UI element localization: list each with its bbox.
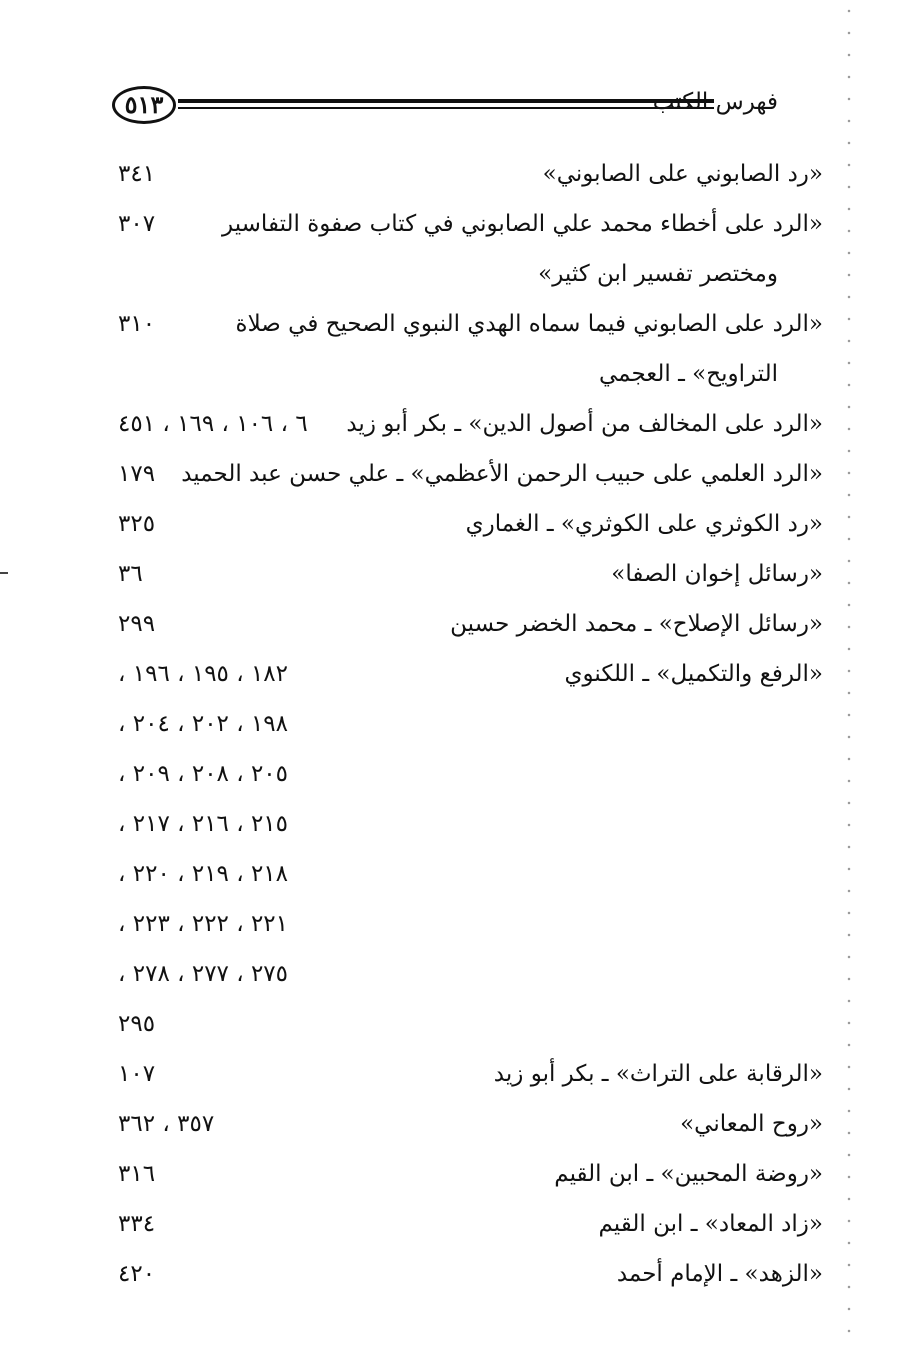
index-row — [0, 1052, 923, 1096]
entry-title: «رد الصابوني على الصابوني» — [542, 161, 823, 187]
entry-pages: ٢٧٥ ، ٢٧٧ ، ٢٧٨ ، — [118, 961, 289, 987]
entry-title: «الرفع والتكميل» ـ اللكنوي — [564, 661, 823, 687]
entry-title: «الرد على الصابوني فيما سماه الهدي النبوي الصحيح في صلاة — [235, 311, 823, 337]
entry-title: «الرد العلمي على حبيب الرحمن الأعظمي» ـ علي حسن عبد الحميد — [181, 461, 823, 487]
index-row — [0, 602, 923, 646]
entry-title: «رد الكوثري على الكوثري» ـ الغماري — [465, 511, 823, 537]
entry-pages: ١٨٢ ، ١٩٥ ، ١٩٦ ، — [118, 661, 289, 687]
entry-title: «روح المعاني» — [680, 1111, 823, 1137]
entry-title-continuation: التراويح» ـ العجمي — [598, 361, 778, 387]
index-row — [0, 1252, 923, 1296]
entry-pages: ٦ ، ١٠٦ ، ١٦٩ ، ٤٥١ — [118, 411, 308, 437]
index-row — [0, 552, 923, 596]
index-row — [0, 302, 923, 346]
index-row — [0, 1002, 923, 1046]
page-number: ٥١٣ — [124, 90, 164, 119]
entry-pages: ٣١٠ — [118, 311, 156, 337]
index-row — [0, 702, 923, 746]
entry-title: «رسائل الإصلاح» ـ محمد الخضر حسين — [450, 611, 823, 637]
index-row — [0, 152, 923, 196]
entry-pages: ٣٥٧ ، ٣٦٢ — [118, 1111, 215, 1137]
index-row — [0, 1102, 923, 1146]
index-row — [0, 352, 923, 396]
index-row — [0, 902, 923, 946]
index-row — [0, 752, 923, 796]
entry-pages: ٢١٨ ، ٢١٩ ، ٢٢٠ ، — [118, 861, 289, 887]
entry-title: «الرد على أخطاء محمد علي الصابوني في كتاب صفوة التفاسير — [222, 211, 823, 237]
index-row — [0, 202, 923, 246]
entry-title: «روضة المحبين» ـ ابن القيم — [554, 1161, 823, 1187]
entry-pages: ١٩٨ ، ٢٠٢ ، ٢٠٤ ، — [118, 711, 289, 737]
entry-pages: ٣٢٥ — [118, 511, 156, 537]
entry-pages: ٢٩٥ — [118, 1011, 156, 1037]
index-row — [0, 1202, 923, 1246]
entry-title: «رسائل إخوان الصفا» — [611, 561, 823, 587]
entry-pages: ١٠٧ — [118, 1061, 156, 1087]
entry-pages: ١٧٩ — [118, 461, 156, 487]
entry-pages: ٢٢١ ، ٢٢٢ ، ٢٢٣ ، — [118, 911, 289, 937]
entry-pages: ٢١٥ ، ٢١٦ ، ٢١٧ ، — [118, 811, 289, 837]
index-row — [0, 252, 923, 296]
index-row — [0, 452, 923, 496]
index-row — [0, 802, 923, 846]
index-row — [0, 852, 923, 896]
entry-title: «الرد على المخالف من أصول الدين» ـ بكر أبو زيد — [346, 411, 823, 437]
entry-title: «الرقابة على التراث» ـ بكر أبو زيد — [493, 1061, 823, 1087]
entry-pages: ٢٠٥ ، ٢٠٨ ، ٢٠٩ ، — [118, 761, 289, 787]
index-row — [0, 1152, 923, 1196]
entry-title-continuation: ومختصر تفسير ابن كثير» — [538, 261, 778, 287]
entry-pages: ٤٢٠ — [118, 1261, 156, 1287]
entry-title: «زاد المعاد» ـ ابن القيم — [598, 1211, 823, 1237]
index-row — [0, 402, 923, 446]
index-row — [0, 502, 923, 546]
index-row — [0, 952, 923, 996]
entry-pages: ٣٦ — [118, 561, 143, 587]
index-row — [0, 652, 923, 696]
entry-title: «الزهد» ـ الإمام أحمد — [616, 1261, 823, 1287]
entry-pages: ٣٠٧ — [118, 211, 156, 237]
entry-pages: ٢٩٩ — [118, 611, 156, 637]
entry-pages: ٣٣٤ — [118, 1211, 156, 1237]
entry-pages: ٣١٦ — [118, 1161, 156, 1187]
header-title: فهرس الكتب — [652, 89, 778, 115]
entry-pages: ٣٤١ — [118, 161, 156, 187]
